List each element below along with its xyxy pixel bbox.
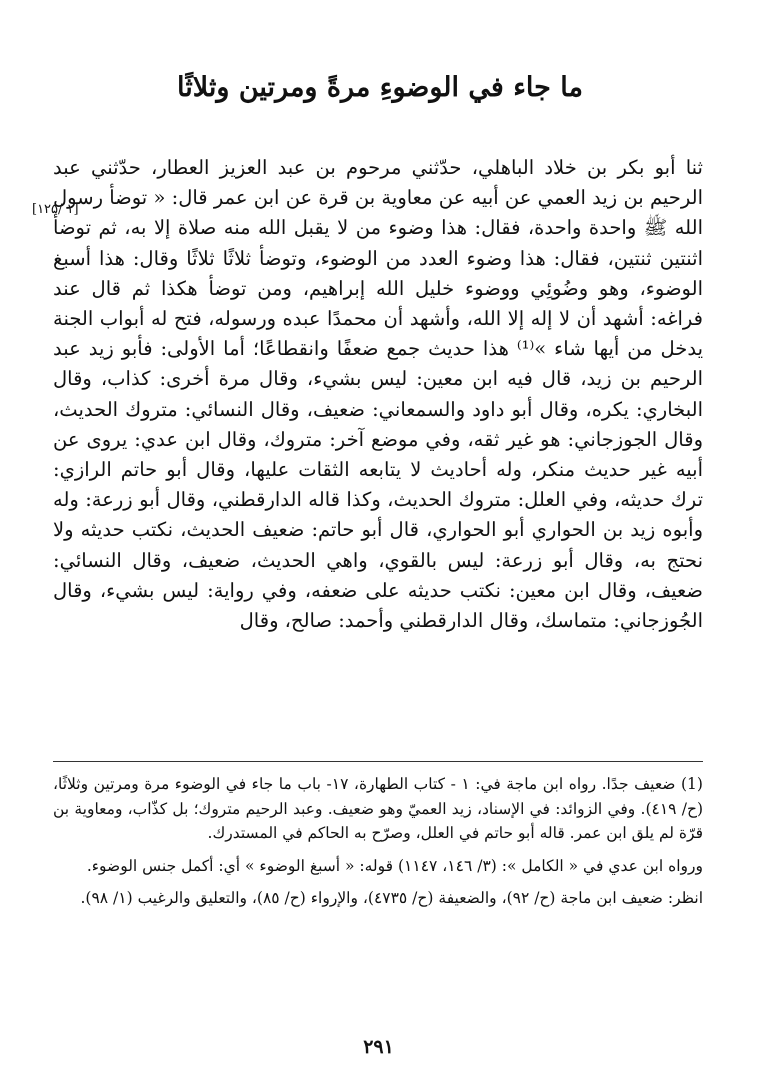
hadith-paragraph: ثنا أبو بكر بن خلاد الباهلي، حدّثني مرحوم بن عبد العزيز العطار، حدّثني عبد الرحيم بن زيد العمي عن أبيه عن معاوية بن قرة عن ابن عمر قال: « توضأ رسول الله ﷺ واحدة واحدة، فقال: هذا وضوء من لا يقبل الله منه صلاة إلا به، ثم توضأ اثنتين ثنتين، فقال: هذا وضوء العدد من الوضوء، وتوضأ ثلاثًا ثلاثًا وقال: هذا أسبغ الوضوء، وهو وضُوئِي ووضوء خليل الله إبراهيم، ومن توضأ هكذا ثم قال عند فراغه: أشهد أن لا إله إلا الله، وأشهد أن محمدًا عبده ورسوله، فتح له أبواب الجنة يدخل من أيها شاء »⁽¹⁾ هذا حديث جمع ضعفًا وانقطاعًا؛ أما الأولى: فأبو زيد عبد الرحيم بن زيد، قال فيه ابن معين: ليس بشيء، وقال مرة أخرى: كذاب، وقال البخاري: يكره، وقال أبو داود والسمعاني: ضعيف، وقال النسائي: متروك الحديث، وقال الجوزجاني: هو غير ثقه، وفي موضع آخر: متروك، وقال ابن عدي: يروى عن أبيه غير حديث منكر، وله أحاديث لا يتابعه الثقات عليها، وقال أبو حاتم الرازي: ترك حديثه، وفي العلل: متروك الحديث، وكذا قاله الدارقطني، وقال أبو زرعة: وله وأبوه زيد بن الحواري أبو الحواري، قال أبو حاتم: ضعيف الحديث، نكتب حديثه ولا نحتج به، وقال أبو زرعة: ليس بالقوي، واهي الحديث، ضعيف، وقال النسائي: ضعيف، وقال ابن معين: نكتب حديثه على ضعفه، وفي رواية: ليس بشيء، وقال الجُوزجاني: متماسك، وقال الدارقطني وأحمد: صالح، وقال bbox=[53, 156, 704, 633]
page-number: ٢٩١ bbox=[363, 1036, 394, 1058]
footnote-3: انظر: ضعيف ابن ماجة (ح/ ٩٢)، والضعيفة (ح/ ٤٧٣٥)، والإرواء (ح/ ٨٥)، والتعليق والرغيب (١/ ٩٨). bbox=[80, 889, 703, 907]
footnote-divider bbox=[53, 761, 703, 762]
footnotes bbox=[53, 772, 703, 919]
main-text bbox=[53, 153, 703, 636]
margin-reference: [۱۲۵/ ۱] bbox=[32, 202, 79, 217]
footnote-2: ورواه ابن عدي في « الكامل »: (٣/ ١٤٦، ١١٤٧) قوله: « أسبغ الوضوء » أي: أكمل جنس الوضوء. bbox=[86, 856, 703, 875]
footnote-1: (1) ضعيف جدًا. رواه ابن ماجة في: ١ - كتاب الطهارة، ١٧- باب ما جاء في الوضوء مرة ومرتين وثلاثًا، (ح/ ٤١٩). وفي الزوائد: في الإسناد، زيد العميّ وهو ضعيف. وعبد الرحيم متروك؛ بل كذّاب، ومعاوية بن قرّة لم يلق ابن عمر. قاله أبو حاتم في العلل، وصرّح به الحاكم في المستدرك. bbox=[53, 775, 703, 842]
page-title: ما جاء في الوضوءِ مرةً ومرتين وثلاثًا bbox=[177, 72, 583, 103]
